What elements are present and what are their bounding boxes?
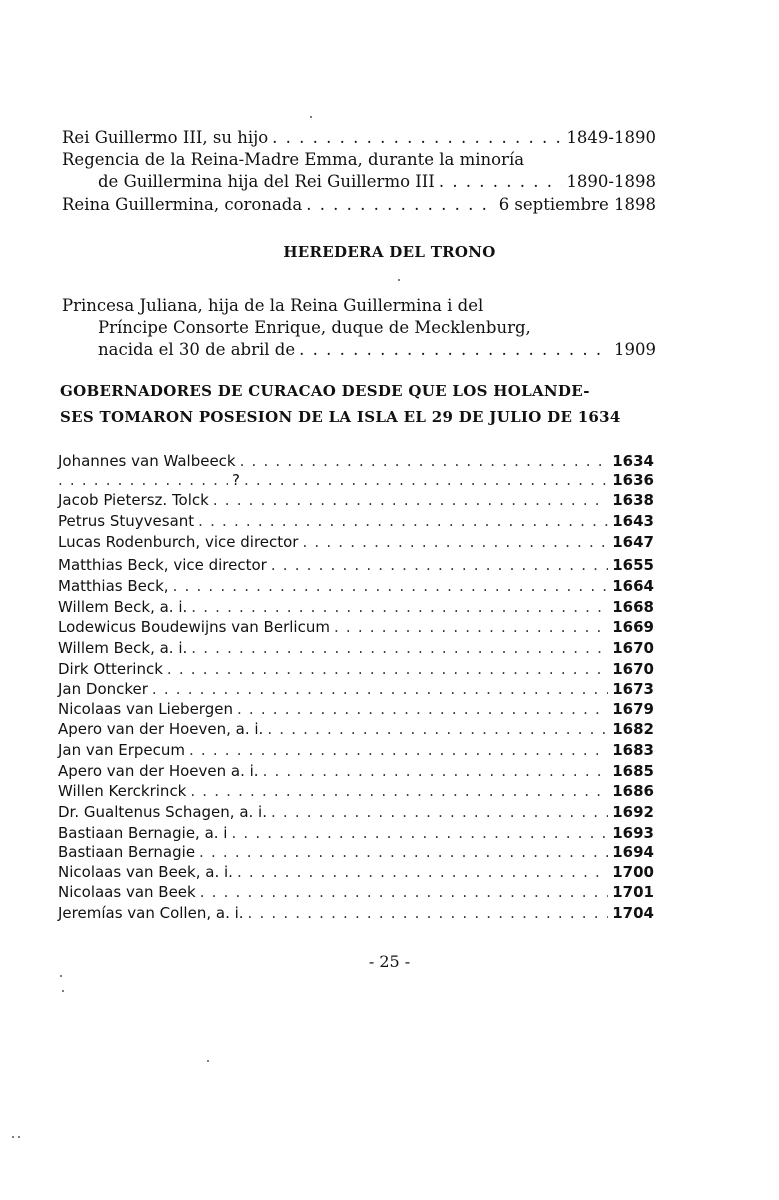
speck [310, 116, 312, 118]
leader-dots [191, 598, 608, 616]
governor-year: 1673 [612, 680, 654, 698]
leader-dots [334, 618, 608, 636]
speck [398, 279, 400, 281]
governor-name: Lucas Rodenburch, vice director [58, 533, 299, 551]
leader-dots [272, 128, 562, 147]
governor-row [58, 700, 654, 718]
governor-name: Petrus Stuyvesant [58, 512, 195, 530]
leader-dots [299, 340, 610, 359]
governor-year: 1686 [612, 782, 654, 800]
governor-name: Matthias Beck, [58, 577, 169, 595]
monarch-line [62, 195, 656, 214]
governor-row [58, 452, 654, 470]
leader-dots [248, 904, 609, 922]
leader-dots [267, 720, 608, 738]
governor-row [58, 883, 654, 901]
speck [62, 990, 64, 992]
governor-row [58, 680, 654, 698]
governor-year: 1636 [612, 471, 654, 489]
governor-row [58, 863, 654, 881]
speck [12, 1136, 14, 1138]
leader-dots [173, 577, 609, 595]
governor-year: 1679 [612, 700, 654, 718]
governor-row [58, 598, 654, 616]
page-number: - 25 - [368, 952, 411, 971]
governor-year: 1682 [612, 720, 654, 738]
leader-dots [439, 172, 563, 191]
leader-dots [189, 741, 608, 759]
governor-year: 1668 [612, 598, 654, 616]
leader-dots [198, 512, 608, 530]
monarch-date: 1890-1898 [566, 172, 656, 191]
governor-name: ? [232, 471, 240, 489]
governor-name: Nicolaas van Beek [58, 883, 196, 901]
heir-line: Princesa Juliana, hija de la Reina Guillermina i del [62, 296, 484, 315]
governor-row [58, 639, 654, 657]
governor-row [58, 577, 654, 595]
governor-year: 1670 [612, 639, 654, 657]
leader-dots [231, 824, 608, 842]
monarch-name: Reina Guillermina, coronada [62, 195, 303, 214]
governor-name: Apero van der Hoeven a. i. [58, 762, 259, 780]
governor-row [58, 512, 654, 530]
governor-year: 1683 [612, 741, 654, 759]
governor-row [58, 843, 654, 861]
governor-row [58, 824, 654, 842]
leader-dots [152, 680, 608, 698]
governor-name: Bastiaan Bernagie [58, 843, 196, 861]
monarch-name: Regencia de la Reina-Madre Emma, durante la minoría [62, 150, 525, 169]
governor-name: Nicolaas van Liebergen [58, 700, 233, 718]
speck [60, 975, 62, 977]
governor-name: Bastiaan Bernagie, a. i [58, 824, 228, 842]
heir-heading: HEREDERA DEL TRONO [283, 243, 496, 261]
governors-heading-line: GOBERNADORES DE CURACAO DESDE QUE LOS HOLANDE- [60, 382, 590, 400]
heir-birth-text: nacida el 30 de abril de [98, 340, 296, 359]
monarch-line [62, 150, 524, 169]
governor-row [58, 660, 654, 678]
leader-dots [190, 782, 608, 800]
monarch-name: Rei Guillermo III, su hijo [62, 128, 269, 147]
leader-dots [200, 883, 609, 901]
governor-year: 1670 [612, 660, 654, 678]
governor-name: Nicolaas van Beek, a. i. [58, 863, 233, 881]
speck [18, 1136, 20, 1138]
leader-dots [306, 195, 494, 214]
monarch-date: 1849-1890 [566, 128, 656, 147]
governor-year: 1664 [612, 577, 654, 595]
monarch-date: 6 septiembre 1898 [498, 195, 656, 214]
governor-year: 1685 [612, 762, 654, 780]
leader-dots [240, 452, 609, 470]
governor-row [58, 803, 654, 821]
monarch-line [98, 172, 656, 191]
governor-year: 1669 [612, 618, 654, 636]
leader-dots [244, 471, 608, 489]
governor-name: Jacob Pietersz. Tolck [58, 491, 209, 509]
governor-name: Dirk Otterinck [58, 660, 163, 678]
governor-name: Johannes van Walbeeck [58, 452, 236, 470]
governor-row [58, 491, 654, 509]
leader-dots [199, 843, 608, 861]
governor-year: 1701 [612, 883, 654, 901]
governor-row [58, 762, 654, 780]
leader-dots [237, 863, 608, 881]
governor-name: Jan van Erpecum [58, 741, 185, 759]
governor-year: 1700 [612, 863, 654, 881]
leader-dots [271, 556, 608, 574]
governor-year: 1692 [612, 803, 654, 821]
governor-row [58, 618, 654, 636]
governor-year: 1643 [612, 512, 654, 530]
speck [207, 1060, 209, 1062]
heir-line [98, 340, 656, 359]
heir-birth-year: 1909 [614, 340, 656, 359]
governor-name: Willen Kerckrinck [58, 782, 187, 800]
leader-dots [167, 660, 608, 678]
governor-row [58, 741, 654, 759]
governor-name: Lodewicus Boudewijns van Berlicum [58, 618, 330, 636]
governor-name: Willem Beck, a. i. [58, 639, 188, 657]
governor-name: Dr. Gualtenus Schagen, a. i. [58, 803, 267, 821]
governor-row [58, 782, 654, 800]
governor-name: Jeremías van Collen, a. i. [58, 904, 244, 922]
governor-row [58, 533, 654, 551]
governor-year: 1704 [612, 904, 654, 922]
governor-name: Willem Beck, a. i. [58, 598, 188, 616]
leader-dots [237, 700, 608, 718]
leader-dots [213, 491, 608, 509]
governor-row [58, 471, 654, 489]
governor-year: 1694 [612, 843, 654, 861]
governor-year: 1647 [612, 533, 654, 551]
leader-dots [263, 762, 609, 780]
governor-name: Matthias Beck, vice director [58, 556, 267, 574]
governor-row [58, 904, 654, 922]
governor-year: 1634 [612, 452, 654, 470]
leader-dots [58, 471, 228, 489]
governor-row [58, 720, 654, 738]
monarch-line [62, 128, 656, 147]
governor-row [58, 556, 654, 574]
governor-year: 1638 [612, 491, 654, 509]
leader-dots [191, 639, 608, 657]
heir-line: Príncipe Consorte Enrique, duque de Mecklenburg, [98, 318, 531, 337]
leader-dots [302, 533, 608, 551]
governor-name: Jan Doncker [58, 680, 148, 698]
leader-dots [271, 803, 608, 821]
governor-year: 1655 [612, 556, 654, 574]
governor-year: 1693 [612, 824, 654, 842]
governor-name: Apero van der Hoeven, a. i. [58, 720, 264, 738]
governors-heading-line: SES TOMARON POSESION DE LA ISLA EL 29 DE JULIO DE 1634 [60, 408, 621, 426]
monarch-name: de Guillermina hija del Rei Guillermo III [98, 172, 435, 191]
